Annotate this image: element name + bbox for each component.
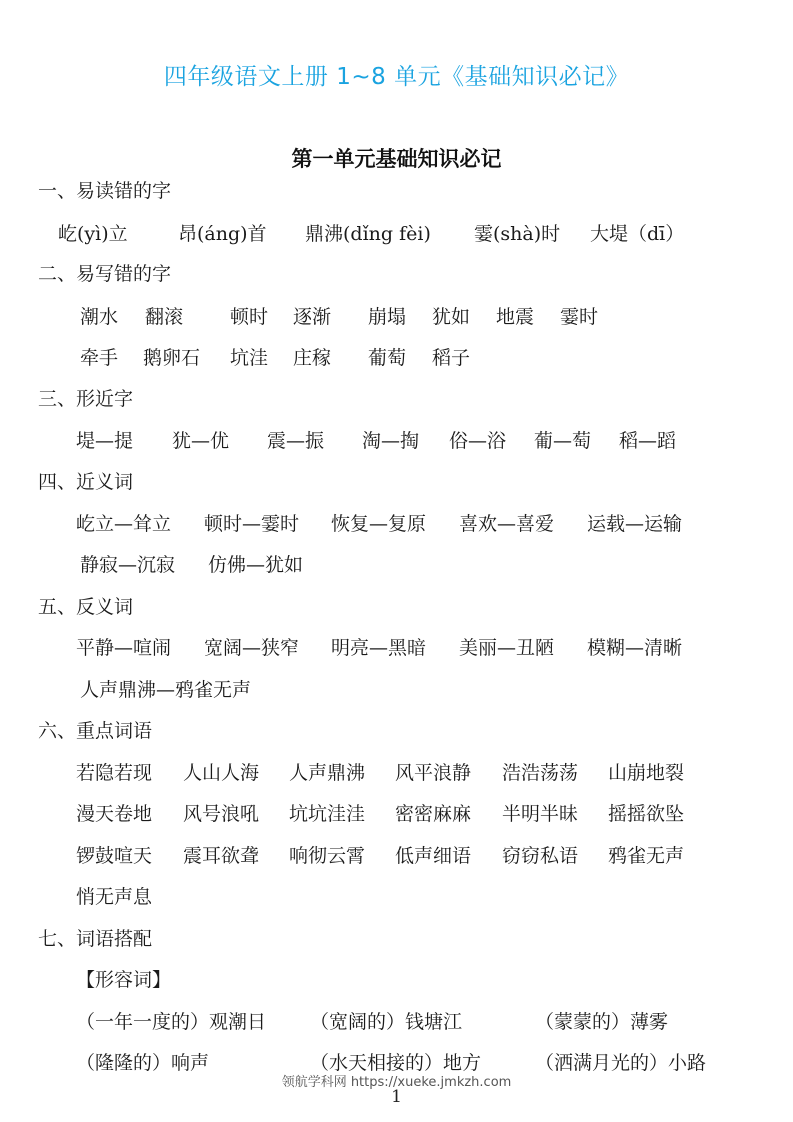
- word-item: 喜欢—喜爱: [459, 513, 555, 535]
- word-item: 葡—萄: [534, 430, 592, 452]
- word-item: 浩浩荡荡: [502, 762, 579, 784]
- word-item: 鸦雀无声: [608, 845, 685, 867]
- section-3-heading: 三、形近字: [38, 388, 134, 410]
- collocation-item: （水天相接的）地方: [310, 1052, 482, 1074]
- section-4-heading: 四、近义词: [38, 471, 134, 493]
- word-item: 恢复—复原: [331, 513, 427, 535]
- word-item: 霎(shà)时: [474, 223, 561, 245]
- word-item: 悄无声息: [76, 886, 153, 908]
- word-item: 人声鼎沸—鸦雀无声: [80, 679, 252, 701]
- word-item: 霎时: [560, 306, 599, 328]
- collocation-item: （蒙蒙的）薄雾: [535, 1011, 669, 1033]
- word-item: 漫天卷地: [76, 803, 153, 825]
- word-item: 淘—掏: [362, 430, 420, 452]
- word-item: 坑洼: [230, 347, 269, 369]
- collocation-item: （隆隆的）响声: [76, 1052, 210, 1074]
- word-item: 堤—提: [76, 430, 134, 452]
- word-item: 仿佛—犹如: [208, 554, 304, 576]
- word-item: 地震: [496, 306, 535, 328]
- word-item: 人山人海: [183, 762, 260, 784]
- word-item: 低声细语: [395, 845, 472, 867]
- word-item: 潮水: [80, 306, 119, 328]
- word-item: 鹅卵石: [143, 347, 201, 369]
- word-item: 震耳欲聋: [183, 845, 260, 867]
- section-1-heading: 一、易读错的字: [38, 180, 172, 202]
- word-item: 稻子: [432, 347, 471, 369]
- word-item: 崩塌: [368, 306, 407, 328]
- word-item: 俗—浴: [449, 430, 507, 452]
- word-item: 翻滚: [145, 306, 184, 328]
- word-item: 静寂—沉寂: [80, 554, 176, 576]
- word-item: 屹立—耸立: [76, 513, 172, 535]
- word-item: 半明半昧: [502, 803, 579, 825]
- word-item: 人声鼎沸: [289, 762, 366, 784]
- word-item: 风平浪静: [395, 762, 472, 784]
- unit-title: 第一单元基础知识必记: [291, 147, 502, 171]
- word-item: 逐渐: [293, 306, 332, 328]
- word-item: 明亮—黑暗: [331, 637, 427, 659]
- word-item: 锣鼓喧天: [76, 845, 153, 867]
- word-item: 顿时: [230, 306, 269, 328]
- word-item: 昂(áng)首: [178, 223, 267, 245]
- word-item: 震—振: [267, 430, 325, 452]
- word-item: 美丽—丑陋: [459, 637, 555, 659]
- word-item: 犹如: [432, 306, 471, 328]
- section-7-subheading: 【形容词】: [76, 969, 172, 991]
- section-2-heading: 二、易写错的字: [38, 263, 172, 285]
- word-item: 密密麻麻: [395, 803, 472, 825]
- document-title: 四年级语文上册 1~8 单元《基础知识必记》: [163, 64, 630, 90]
- word-item: 牵手: [80, 347, 119, 369]
- word-item: 屹(yì)立: [58, 223, 128, 245]
- collocation-item: （一年一度的）观潮日: [76, 1011, 267, 1033]
- word-item: 若隐若现: [76, 762, 153, 784]
- word-item: 鼎沸(dǐng fèi): [305, 223, 431, 245]
- section-7-heading: 七、词语搭配: [38, 928, 153, 950]
- word-item: 坑坑洼洼: [289, 803, 366, 825]
- word-item: 大堤（dī）: [590, 223, 685, 245]
- word-item: 顿时—霎时: [204, 513, 300, 535]
- section-6-heading: 六、重点词语: [38, 720, 153, 742]
- word-item: 摇摇欲坠: [608, 803, 685, 825]
- collocation-item: （洒满月光的）小路: [535, 1052, 707, 1074]
- word-item: 庄稼: [293, 347, 332, 369]
- word-item: 响彻云霄: [289, 845, 366, 867]
- word-item: 窃窃私语: [502, 845, 579, 867]
- word-item: 运载—运输: [587, 513, 683, 535]
- word-item: 宽阔—狭窄: [204, 637, 300, 659]
- word-item: 山崩地裂: [608, 762, 685, 784]
- word-item: 葡萄: [368, 347, 407, 369]
- word-item: 平静—喧闹: [76, 637, 172, 659]
- word-item: 风号浪吼: [183, 803, 260, 825]
- word-item: 犹—优: [172, 430, 230, 452]
- page-number: 1: [391, 1087, 402, 1107]
- word-item: 稻—蹈: [619, 430, 677, 452]
- collocation-item: （宽阔的）钱塘江: [310, 1011, 463, 1033]
- section-5-heading: 五、反义词: [38, 596, 134, 618]
- word-item: 模糊—清晰: [587, 637, 683, 659]
- watermark-footer: 领航学科网 https://xueke.jmkzh.com: [281, 1075, 512, 1090]
